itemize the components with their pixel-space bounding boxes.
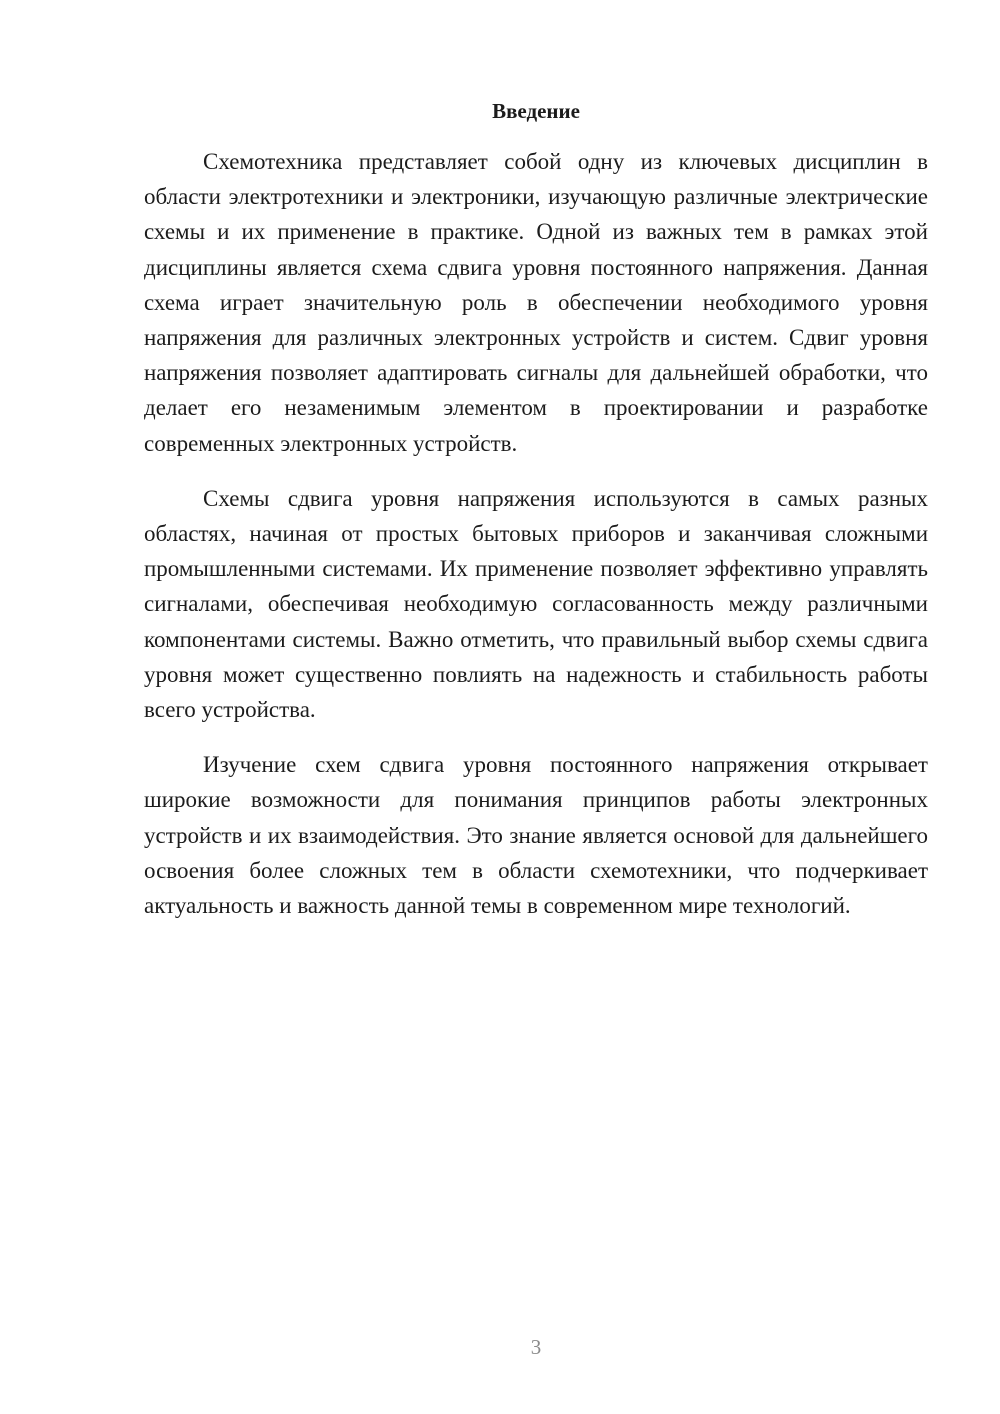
page-number: 3	[530, 1335, 542, 1359]
page-title: Введение	[492, 99, 580, 123]
body-text	[144, 144, 928, 923]
paragraph-2: Схемы сдвига уровня напряжения используются в самых разных областях, начиная от простых бытовых приборов и заканчивая сложными промышленными системами. Их применение позволяет эффективно управлять сигналами, обеспечивая необходимую согласованность между различными компонентами системы. Важно отметить, что правильный выбор схемы сдвига уровня может существенно повлиять на надежность и стабильность работы всего устройства.	[144, 485, 928, 723]
paragraph-1: Схемотехника представляет собой одну из ключевых дисциплин в области электротехники и электроники, изучающую различные электрические схемы и их применение в практике. Одной из важных тем в рамках этой дисциплины является схема сдвига уровня постоянного напряжения. Данная схема играет значительную роль в обеспечении необходимого уровня напряжения для различных электронных устройств и систем. Сдвиг уровня напряжения позволяет адаптировать сигналы для дальнейшей обработки, что делает его незаменимым элементом в проектировании и разработке современных электронных устройств.	[144, 149, 928, 456]
paragraph-3: Изучение схем сдвига уровня постоянного напряжения открывает широкие возможности для понимания принципов работы электронных устройств и их взаимодействия. Это знание является основой для дальнейшего освоения более сложных тем в области схемотехники, что подчеркивает актуальность и важность данной темы в современном мире технологий.	[144, 752, 928, 919]
